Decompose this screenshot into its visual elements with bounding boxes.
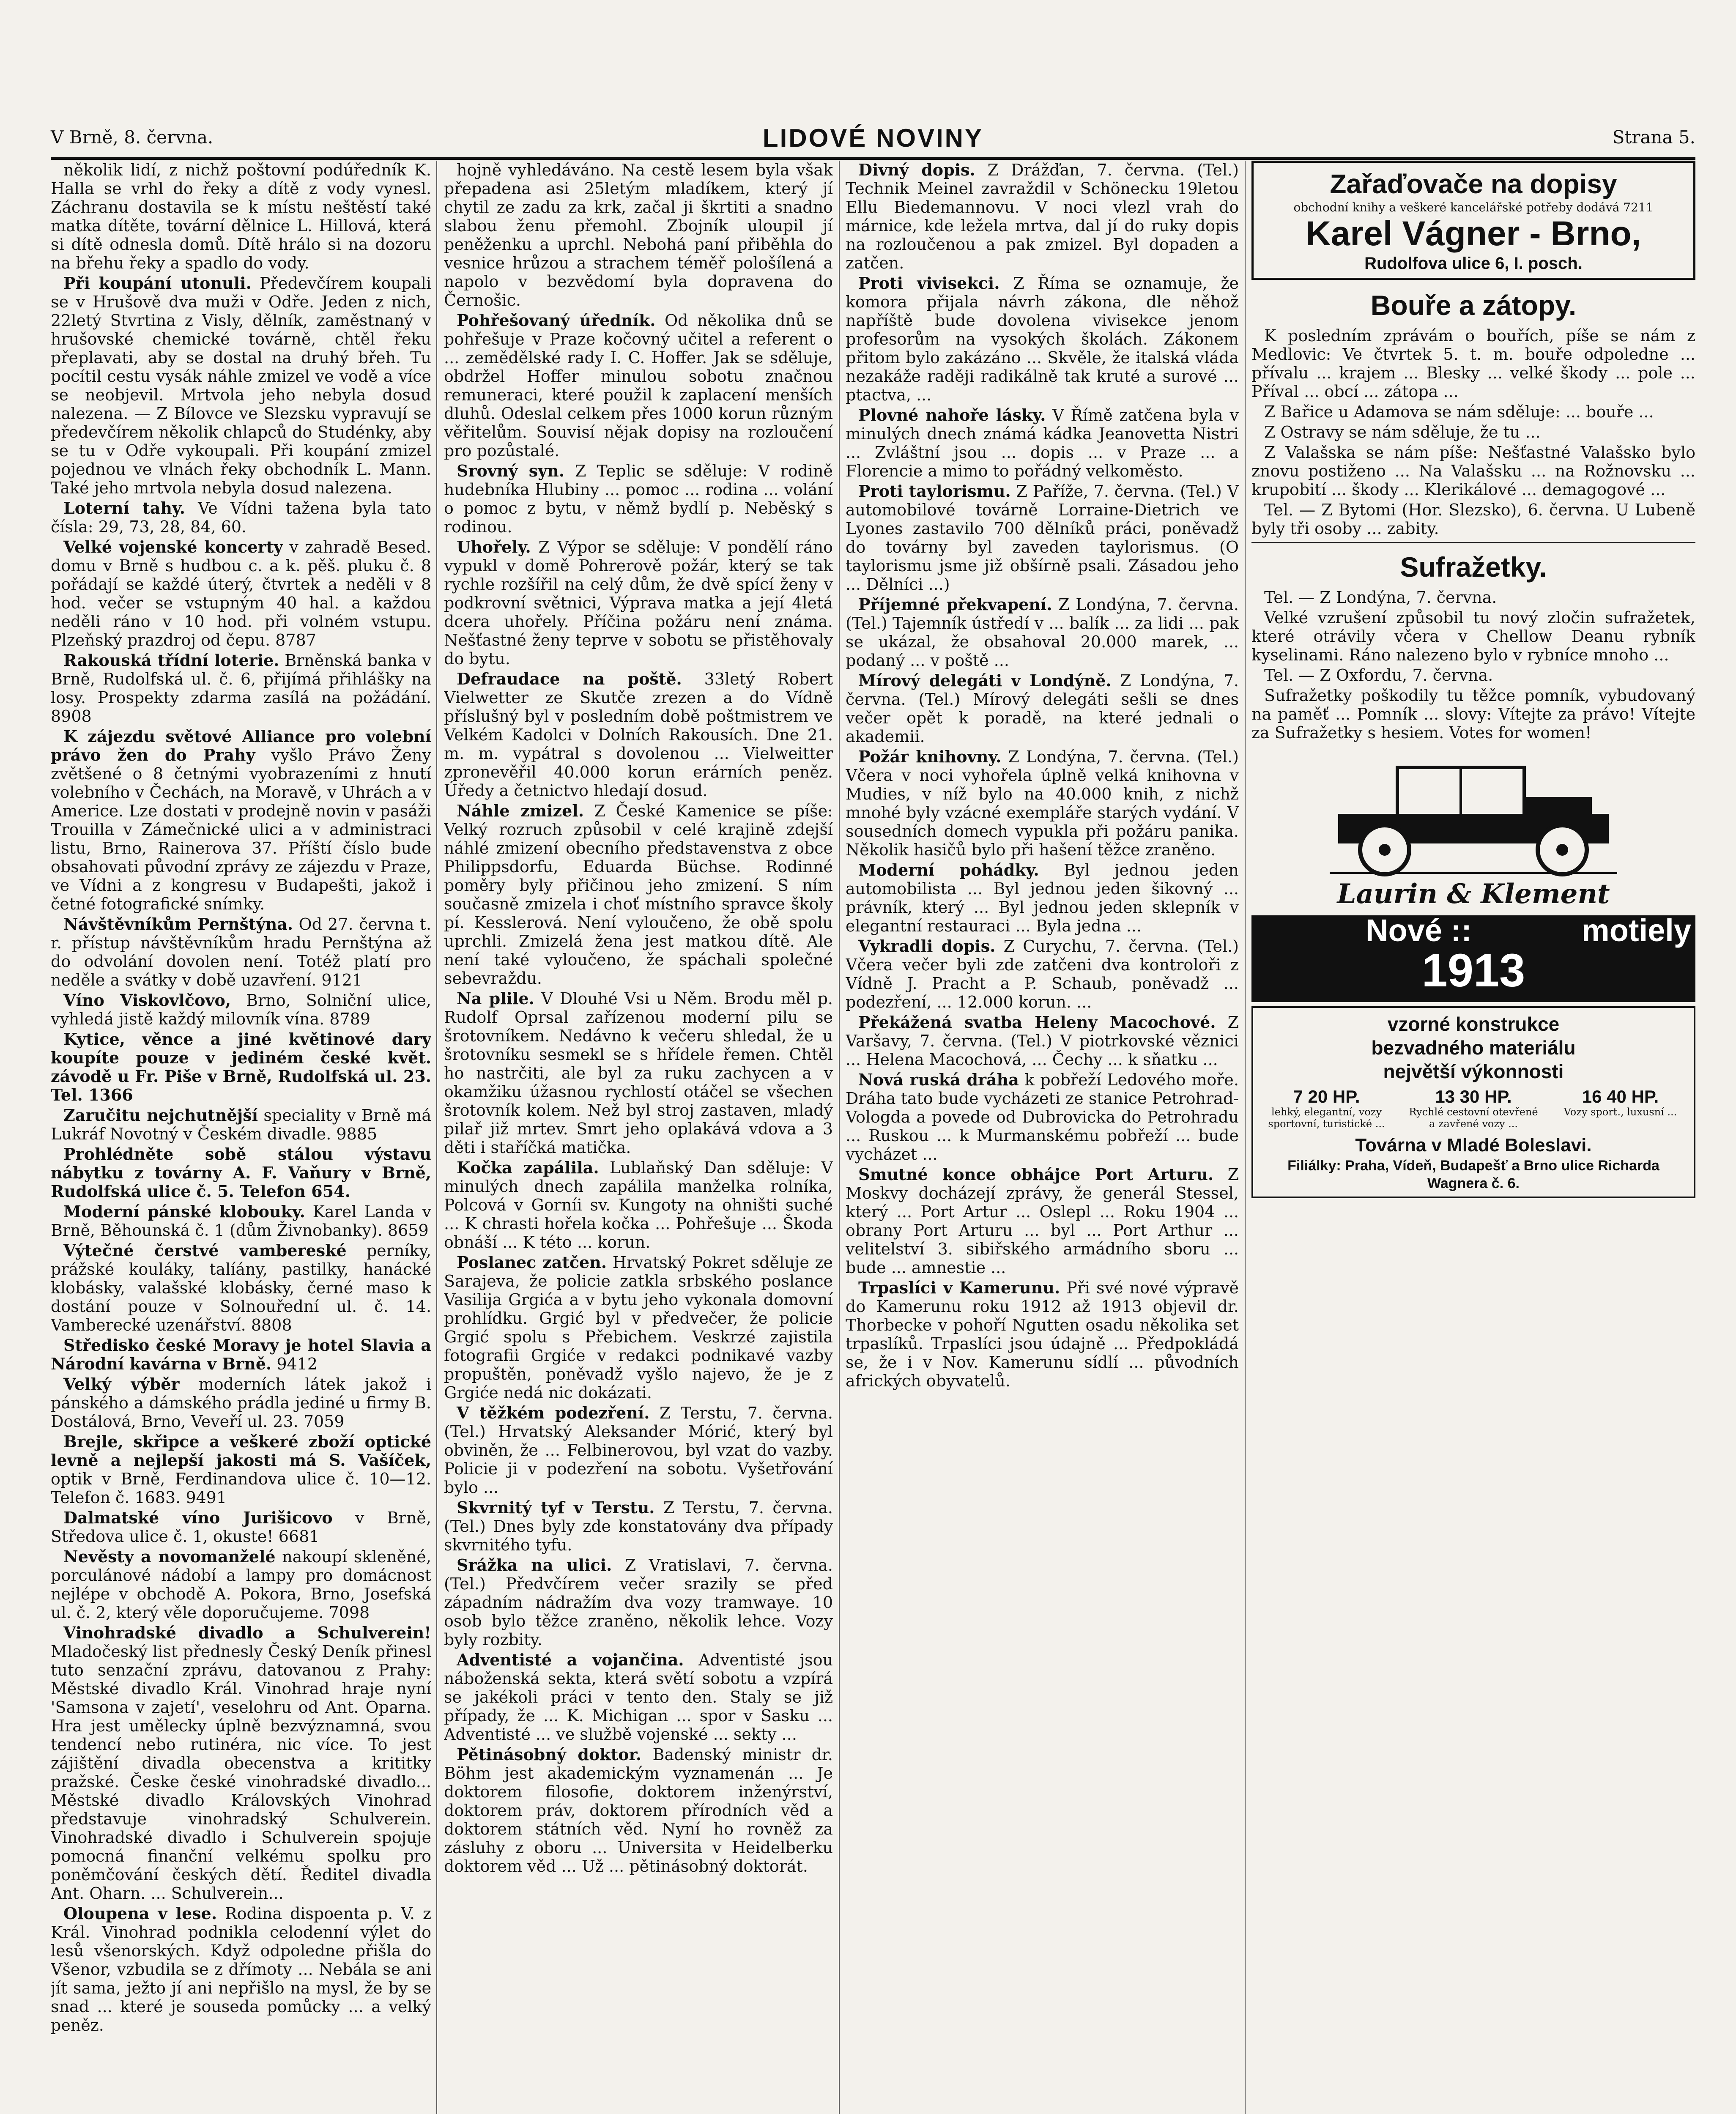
article-text: v Brně, Středova ulice č. 1, okuste! 6681 bbox=[51, 1509, 431, 1546]
article-text: Lublaňský Dan sděluje: V minulých dnech zapálila manželka rolníka, Polcová v Gorníi sv. Kungoty na ohništi suché ... K chrasti hořela kočka ... Pohřešuje ... Škoda obnáší ... K této ... korun. bbox=[444, 1158, 833, 1251]
article-headline: Prohlédněte sobě stálou výstavu nábytku z továrny A. F. Vaňury v Brně, Rudolfská ulice č. 5. Telefon 654. bbox=[51, 1145, 431, 1201]
article bbox=[846, 274, 1239, 404]
article-headline: Dalmatské víno Jurišicovo bbox=[63, 1508, 333, 1527]
page-number: Strana 5. bbox=[1612, 127, 1695, 148]
article bbox=[444, 161, 833, 309]
hp-note: lehký, elegantní, vozy sportovní, turistické ... bbox=[1268, 1106, 1385, 1130]
article-text: Brněnská banka v Brně, Rudolfská ul. č. 6, přijímá přihlášky na losy. Prospekty zdarma zasílá na požádání. 8908 bbox=[51, 651, 431, 726]
ad-merchant-name: Karel Vágner - Brno, bbox=[1306, 214, 1641, 253]
article-text: Z Londýna, 7. června. (Tel.) Mírový delegáti sešli se dnes večer opět k poradě, na které jednali o akademii. bbox=[846, 671, 1239, 746]
article-text: V Dlouhé Vsi u Něm. Brodu měl p. Rudolf Oprsal zařízenou moderní pilu se šrotovníkem. Nedávno k večeru shledal, že u šrotovníku sesmekl se s hřídele řemen. Chtěl ho nastrčiti, ale byl za ruku zachycen a v okamžiku úžasnou rychlostí otáčel se všechen šrotovník kolem. Než byl stroj zastaven, mladý pilař již mrtev. Smrt jeho oplakává vdova a 3 děti i staříčká matička. bbox=[444, 989, 833, 1157]
article bbox=[846, 1071, 1239, 1164]
article bbox=[51, 1547, 431, 1622]
article-headline: Velké vojenské koncerty bbox=[63, 537, 283, 556]
article bbox=[444, 1253, 833, 1402]
article bbox=[444, 989, 833, 1157]
article-text: Hrvatský Pokret sděluje ze Sarajeva, že policie zatkla srbského poslance Vasilija Grgića a v bytu jeho vykonala domovní prohlídku. Grgić byl v předvečer, že policie Grgić spolu s Přebichem. Veskrzé zajistila fotografii Grgiće v redakci podnikavé vazby propuštěn, poněvadž vyšlo najevo, že je z Grgiće nedá nic dokázati. bbox=[444, 1253, 833, 1402]
article-text: Badenský ministr dr. Böhm jest akademickým vyznamenán ... Je doktorem filosofie, doktorem inženýrství, doktorem práv, doktorem přírodních věd a doktorem státních věd. Nyní ho rovněž za zásluhy z oboru ... Universita v Heidelberku doktorem věd ... Už ... pětinásobný doktorát. bbox=[444, 1745, 833, 1876]
article-headline: V těžkém podezření. bbox=[457, 1403, 650, 1422]
article-headline: Uhořely. bbox=[457, 537, 531, 556]
vintage-car-illustration bbox=[1313, 750, 1634, 877]
column-4 bbox=[1251, 161, 1695, 2114]
article bbox=[846, 595, 1239, 670]
suffragettes-headline: Sufražetky. bbox=[1400, 551, 1547, 583]
article bbox=[51, 1030, 431, 1104]
article-text: 9412 bbox=[277, 1355, 318, 1373]
article-headline: Moderní pohádky. bbox=[858, 860, 1039, 879]
article-text: speciality v Brně má Lukráf Novotný v Českém divadle. 9885 bbox=[51, 1106, 431, 1143]
article-headline: Zaručitu nejchutnější bbox=[63, 1106, 258, 1125]
article bbox=[51, 1624, 431, 1903]
article bbox=[444, 311, 833, 460]
car-ad-body bbox=[1251, 1006, 1695, 1198]
article-text: Z Drážďan, 7. června. (Tel.) Technik Meinel zavraždil v Schönecku 19letou Ellu Biedemannovu. V noci vlezl vrah do márnice, kde ležela mrtva, dal jí do ruky dopis na rozloučenou a pak zmizel. Byl dopaden a zatčen. bbox=[846, 161, 1239, 272]
column-3 bbox=[846, 161, 1239, 2114]
article-text: Z Teplic se sděluje: V rodině hudebníka Hlubiny ... pomoc ... rodina ... volání o pomoc z bytu, v němž bydlí p. Neběský s rodinou. bbox=[444, 462, 833, 536]
article-text: Od 27. června t. r. přístup návštěvníkům hradu Pernštýna až do odvolání dovolen není. Totéž platí pro neděle a svátky v době uzavření. 9121 bbox=[51, 915, 431, 989]
article-text: V Římě zatčena byla v minulých dnech známá kádka Jeanovetta Nistri ... Zvláštní jsou ... dopis ... v Praze ... a Florencie a mimo to pořádný velkoměsto. bbox=[846, 406, 1239, 480]
article-text: Z Výpor se sděluje: V pondělí ráno vypukl v domě Pohrerově požár, který se tak rychle rozšířil na celý dům, že dvě spící ženy v podkrovní světnici, Výprava matka a její 4letá dcera uhořely. Příčina požáru není známa. Nešťastné ženy teprve v sobotu se přistěhovaly do bytu. bbox=[444, 538, 833, 668]
hp-model-1 bbox=[1257, 1087, 1396, 1130]
article bbox=[846, 937, 1239, 1011]
article-text: Karel Landa v Brně, Běhounská č. 1 (dům Živnobanky). 8659 bbox=[51, 1202, 431, 1240]
article-text: Z Curychu, 7. června. (Tel.) Včera večer byli zde zatčeni dva kontroloři z Vídně J. Pracht a P. Schaub, poněvadž ... podezření, ... 12.000 korun. ... bbox=[846, 937, 1239, 1011]
article bbox=[444, 462, 833, 536]
article-headline: Při koupání utonuli. bbox=[63, 274, 252, 293]
article-headline: Vinohradské divadlo a Schulverein! bbox=[63, 1623, 431, 1642]
article-headline: Nová ruská dráha bbox=[858, 1070, 1019, 1089]
hp-value: 13 30 HP. bbox=[1435, 1087, 1512, 1106]
article-headline: Náhle zmizel. bbox=[457, 801, 584, 820]
article-headline: Velký výběr bbox=[63, 1375, 180, 1394]
article-headline: Vykradli dopis. bbox=[858, 937, 996, 956]
article bbox=[51, 1509, 431, 1546]
article-text: Z Terstu, 7. června. (Tel.) Hrvatský Aleksander Mórić, který byl obviněn, že ... Felbinerovou, byl vzat do vazby. Policie ji v podezření na sobotu. Vyšetřování bylo ... bbox=[444, 1404, 833, 1497]
article bbox=[51, 1106, 431, 1143]
article bbox=[51, 915, 431, 989]
article bbox=[444, 1404, 833, 1497]
ad-line-construction: vzorné konstrukce bbox=[1387, 1013, 1560, 1035]
article bbox=[51, 1202, 431, 1240]
article-text: Z České Kamenice se píše: Velký rozruch způsobil v celé krajině zdejší náhlé zmizení obecního představenstva z obce Philippsdorfu, Eduarda Büchse. Rodinné poměry byly přičinou jeho zmizení. S ním současně zmizela i choť místního spravce školy pí. Kesslerová. Není vyloučeno, že obě spolu uprchli. Zmizelá žena jest matkou dítě. Ale není také vyloučeno, že spáchali společné sebevraždu. bbox=[444, 802, 833, 988]
article-paragraph: Tel. — Z Oxfordu, 7. června. bbox=[1264, 666, 1493, 685]
article-headline: Defraudace na poště. bbox=[457, 669, 682, 688]
article-text: Z Vratislavi, 7. června. (Tel.) Předvčírem večer srazily se před západním nádražím dva vozy tramwaye. 10 osob bylo těžce zraněno, několik lehce. Vozy byly rozbity. bbox=[444, 1556, 833, 1649]
article bbox=[51, 1432, 431, 1507]
article-text: Předevčírem koupali se v Hrušově dva muži v Odře. Jeden z nich, 22letý Stvrtina z Visly, dělník, zaměstnaný v hrušovské chemické továrně, chtěl řeku přeplavati, aby se dostal na druhý břeh. Tu pocítil cestu vysák náhle zmizel ve vodě a více se neobjevil. Mrtvola jeho nebyla dosud nalezena. — Z Bílovce ve Slezsku vypravují se předevčírem několik chlapců do Studénky, aby se tu v Odře vykoupali. Při koupání zmizel pojednou ve vlnách řeky obchodník L. Mann. Také jeho mrtvola nebyla dosud nalezena. bbox=[51, 274, 431, 497]
article bbox=[846, 861, 1239, 935]
hp-model-3 bbox=[1551, 1087, 1689, 1130]
hp-note: Rychlé cestovní otevřené a zavřené vozy ... bbox=[1409, 1106, 1538, 1130]
factory-location: Továrna v Mladé Boleslavi. bbox=[1355, 1135, 1592, 1156]
ad-title: Zařaďovače na dopisy bbox=[1330, 169, 1617, 199]
article-headline: Proti taylorismu. bbox=[858, 482, 1011, 501]
article-text: Z Londýna, 7. června. (Tel.) Včera v noci vyhořela úplně velká knihovna v Mudies, v níž bylo na 40.000 knih, z nichž mnohé byly vzácné exempláře starých vydání. V sousedních domech vypukla při požáru panika. Několik hasičů bylo při hašení těžce zraněno. bbox=[846, 748, 1239, 859]
article-headline: Srovný syn. bbox=[457, 461, 565, 480]
column-divider bbox=[436, 161, 437, 2114]
article-text: Adventisté jsou náboženská sekta, která světí sobotu a vzpírá se jakékoli práci v tento den. Staly se již případy, že ... K. Michigan ... spor v Sasku ... Adventisté ... ve službě vojenské ... sekty ... bbox=[444, 1651, 833, 1744]
article bbox=[51, 499, 431, 536]
section-rule bbox=[1251, 542, 1695, 543]
branch-offices: Filiálky: Praha, Vídeň, Budapešť a Brno ulice Richarda Wagnera č. 6. bbox=[1287, 1158, 1659, 1191]
brand-logo: Laurin & Klement bbox=[1337, 878, 1610, 910]
article bbox=[51, 1904, 431, 2035]
article-headline: Příjemné překvapení. bbox=[858, 595, 1052, 614]
hp-value: 16 40 HP. bbox=[1582, 1087, 1659, 1106]
article-text: Rodina dispoenta p. V. z Král. Vinohrad podnikla celodenní výlet do lesů všenorských. Když odpoledne přišla do Všenor, vzbudila se z dřímoty ... Nebála se ani jít sama, ježto jí ani nepřišlo na mysl, že by se snad ... které je souseda pomůcky ... a velký peněz. bbox=[51, 1904, 431, 2035]
article-headline: Víno Viskovlčovo, bbox=[63, 991, 231, 1010]
article bbox=[846, 1013, 1239, 1069]
article-text: několik lidí, z nichž poštovní podúředník K. Halla se vrhl do řeky a dítě z vody vynesl. Záchranu dostavila se k místu neštěstí také matka dítěte, tovární dělnice L. Hillová, která si dítě odnesla domů. Dítě hrálo si na dozoru na břehu řeky a spadlo do vody. bbox=[51, 161, 431, 272]
article-headline: Poslanec zatčen. bbox=[457, 1253, 607, 1272]
article-headline: Pětinásobný doktor. bbox=[457, 1745, 642, 1764]
article-headline: Kytice, věnce a jiné květinové dary koupíte pouze v jediném české květ. závodě u Fr. Piše v Brně, Rudolfská ul. 23. Tel. 1366 bbox=[51, 1030, 431, 1104]
article-headline: Nevěsty a novomanželé bbox=[63, 1547, 276, 1566]
masthead-rule bbox=[51, 157, 1695, 160]
article-text: Z Moskvy docházejí zprávy, že generál Stessel, který ... Port Artur ... Oslepl ... Roku 1904 ... obrany Port Arturu ... byl ... Port Arthur ... velitelství 3. sibiřského armádního sboru ... bude ... amnestie ... bbox=[846, 1165, 1239, 1277]
article-headline: Překážená svatba Heleny Macochové. bbox=[858, 1013, 1216, 1032]
article-headline: Skvrnitý tyf v Terstu. bbox=[457, 1498, 655, 1517]
article bbox=[444, 802, 833, 988]
banner-year: 1913 bbox=[1421, 945, 1525, 997]
article-paragraph: K posledním zprávám o bouřích, píše se nám z Medlovic: Ve čtvrtek 5. t. m. bouře odpoledne ... přívalu ... krajem ... Blesky ... velké škody ... pole ... Příval ... obcí ... zátopa ... bbox=[1251, 326, 1695, 401]
article bbox=[444, 1745, 833, 1876]
article-headline: Mírový delegáti v Londýně. bbox=[858, 671, 1112, 690]
ad-address: Rudolfova ulice 6, I. posch. bbox=[1364, 254, 1583, 273]
article-text: Mladočeský list přednesly Český Deník přinesl tuto senzační zprávu, datovanou z Prahy: Městské divadlo Král. Vinohrad hraje nyní 'Samsona v zajetí', veselohru od Ant. Oparna. Hra jest umělecky úplně bezvýznamná, svou tendencí nebo rutinéra, nic více. To jest zájištění divadla obecenstva a krititky pražské. Česke české vinohradské divadlo... Městské divadlo Královských Vinohrad představuje vinohradský Schulverein. Vinohradské divadlo i Schulverein spojuje pomocná finanční velkému spolku pro poněmčování českých dětí. Ředitel divadla Ant. Oharn. ... Schulverein... bbox=[51, 1642, 431, 1903]
article-text: Z Terstu, 7. června. (Tel.) Dnes byly zde konstatovány dva případy skvrnitého tyfu. bbox=[444, 1498, 833, 1554]
article-headline: Adventisté a vojančina. bbox=[457, 1650, 684, 1669]
newspaper-title: LIDOVÉ NOVINY bbox=[762, 124, 984, 152]
article bbox=[51, 1145, 431, 1201]
article-headline: Požár knihovny. bbox=[858, 747, 1002, 766]
article-headline: Loterní tahy. bbox=[63, 498, 185, 518]
article bbox=[444, 538, 833, 668]
article-text: Z Varšavy, 7. června. (Tel.) V piotrkovské věznici ... Helena Macochová, ... Čechy ... k sňatku ... bbox=[846, 1013, 1239, 1069]
article-text: perníky, prážské kouláky, talíány, pastilky, hanácké klobásky, valašské klobásky, černé maso k dostání pouze v Solnouřední ul. č. 14. Vamberecké uzenářství. 8808 bbox=[51, 1241, 431, 1334]
article-text: Ve Vídni tažena byla tato čísla: 29, 73, 28, 84, 60. bbox=[51, 499, 431, 536]
article-text: hojně vyhledáváno. Na cestě lesem byla však přepadena asi 25letým mladíkem, který jí chytil ze zadu za krk, začal ji škrtiti a snadno slabou ženu přemohl. Zbojník uloupil jí peněženku a uprchl. Nebohá paní přiběhla do vesnice hrůzou a strachem téměř pološílená a napolo v bezvědomí byla dopravena do Černošic. bbox=[444, 161, 833, 309]
column-divider bbox=[839, 161, 840, 2114]
article-text: optik v Brně, Ferdinandova ulice č. 10—12. Telefon č. 1683. 9491 bbox=[51, 1470, 431, 1507]
horsepower-row bbox=[1257, 1087, 1689, 1130]
article-headline: Kočka zapálila. bbox=[457, 1158, 599, 1177]
models-banner bbox=[1251, 915, 1695, 1002]
article-paragraph: Z Bařice u Adamova se nám sděluje: ... bouře ... bbox=[1264, 403, 1654, 421]
ad-subtitle: obchodní knihy a veškeré kancelářské potřeby dodává 7211 bbox=[1293, 200, 1654, 214]
masthead bbox=[51, 124, 1695, 152]
masthead-date: V Brně, 8. června. bbox=[51, 127, 214, 148]
article bbox=[444, 1158, 833, 1251]
article-headline: Návštěvníkům Pernštýna. bbox=[63, 915, 293, 934]
article-headline: Na plile. bbox=[457, 989, 534, 1008]
banner-models: motiely bbox=[1581, 913, 1691, 948]
article-paragraph: Sufražetky poškodily tu těžce pomník, vybudovaný na paměť ... Pomník ... slovy: Vítejte za právo! Vítejte za Sufražetky s hesiem. Votes for women! bbox=[1251, 686, 1695, 742]
article bbox=[51, 727, 431, 913]
article-headline: Srážka na ulici. bbox=[457, 1555, 612, 1575]
article-text: Brno, Solniční ulice, vyhledá jistě každý milovník vína. 8789 bbox=[51, 991, 431, 1028]
article-text: Z Paříže, 7. června. (Tel.) V automobilové továrně Lorraine-Dietrich ve Lyones zastavilo 700 dělníků práci, poněvadž do továrny byl zaveden taylorismus. (O taylorismu jsme již obšírně psali. Zásadou jeho ... Dělníci ...) bbox=[846, 482, 1239, 594]
article-headline: Moderní pánské klobouky. bbox=[63, 1202, 305, 1221]
article-paragraph: Z Valašska se nám píše: Nešťastné Valašsko bylo znovu postiženo ... Na Valašsku ... na Rožnovsku ... krupobití ... škody ... Klerikálové ... demagogové ... bbox=[1251, 443, 1695, 499]
column-1 bbox=[51, 161, 431, 2114]
article-headline: Oloupena v lese. bbox=[63, 1904, 217, 1923]
article bbox=[444, 1556, 833, 1649]
article bbox=[846, 1165, 1239, 1277]
article-headline: Výtečné čerstvé vambereské bbox=[63, 1241, 347, 1260]
article-text: Byl jednou jeden automobilista ... Byl jednou jeden šikovný ... právník, který ... Byl jednou jeden sklepník v elegantní restauraci ... Byla jedna ... bbox=[846, 861, 1239, 935]
article bbox=[444, 1651, 833, 1744]
article bbox=[51, 161, 431, 272]
car-advertisement bbox=[1251, 750, 1695, 1198]
article-text: k pobřeží Ledového moře. Dráha tato bude vycházeti ze stanice Petrohrad-Vologda a povede od Dubrovicka do Petrohradu ... Ruskou ... k Murmanskému pobřeží ... bude vycházet ... bbox=[846, 1071, 1239, 1164]
column-2 bbox=[444, 161, 833, 2114]
ad-line-material: bezvadného materiálu bbox=[1371, 1037, 1576, 1059]
article-text: moderních látek jakož i pánského a dámského prádla jediné u firmy B. Dostálová, Brno, Veveří ul. 23. 7059 bbox=[51, 1375, 431, 1431]
article-text: Od několika dnů se pohřešuje v Praze kočovný učitel a referent o ... zemědělské rady I. C. Hoffer. Jak se sděluje, obdržel Hoffer minulou sobotu značnou remuneraci, které použil k zaplacení menších dluhů. Odeslal celkem přes 1000 korun různým věřitelům. Souvisí nějak dopisy na rozloučení pro pozůstalé. bbox=[444, 311, 833, 460]
article bbox=[51, 651, 431, 726]
article-headline: Rakouská třídní loterie. bbox=[63, 651, 279, 670]
article-headline: Středisko české Moravy je hotel Slavia a Národní kavárna v Brně. bbox=[51, 1336, 431, 1373]
storm-headline: Bouře a zátopy. bbox=[1370, 290, 1577, 321]
hp-value: 7 20 HP. bbox=[1293, 1087, 1360, 1106]
ad-line-performance: největší výkonnosti bbox=[1383, 1060, 1564, 1082]
article bbox=[846, 482, 1239, 594]
article-text: 33letý Robert Vielwetter ze Skutče zrezen a do Vídně příslušný byl v posledním době poštmistrem ve Velkém Kadolci v Dolních Rakousích. Dne 21. m. m. vypátral s dovolenou ... Vielweitter zpronevěřil 40.000 korun erárních peněz. Úředy a četnictvo hledají dosud. bbox=[444, 670, 833, 800]
article-headline: Plovné nahoře lásky. bbox=[858, 405, 1046, 424]
article bbox=[51, 1375, 431, 1431]
article bbox=[51, 274, 431, 497]
article bbox=[51, 991, 431, 1028]
hp-model-2 bbox=[1404, 1087, 1542, 1130]
article bbox=[51, 1241, 431, 1334]
article-text: Z Říma se oznamuje, že komora přijala návrh zákona, dle něhož napříště bude dovolena vivisekce jenom profesorům na vysokých školách. Zákonem přitom bylo zakázáno ... Skvěle, že italská vláda nezakáže raději radikálně tak kruté a surové ... ptactva, ... bbox=[846, 274, 1239, 404]
article-paragraph: Tel. — Z Bytomi (Hor. Slezsko), 6. června. U Lubeně byly tři osoby ... zabity. bbox=[1251, 501, 1695, 538]
article-headline: Brejle, skřipce a veškeré zboží optické levně a nejlepší jakosti má S. Vašíček, bbox=[51, 1432, 431, 1470]
article bbox=[846, 1279, 1239, 1390]
article-paragraph: Z Ostravy se nám sděluje, že tu ... bbox=[1264, 423, 1541, 441]
article-headline: K zájezdu světové Alliance pro volební právo žen do Prahy bbox=[51, 727, 431, 764]
article-text: v zahradě Besed. domu v Brně s hudbou c. a k. pěš. pluku č. 8 pořádají se každé úterý, čtvrtek a neděli v 8 hod. večer se vstupným 40 hal. a každou neděli ráno v 10 hod. při volném vstupu. Plzeňský prazdroj od čepu. 8787 bbox=[51, 538, 431, 649]
article bbox=[846, 161, 1239, 272]
hp-note: Vozy sport., luxusní ... bbox=[1563, 1106, 1677, 1118]
article-headline: Smutné konce obhájce Port Arturu. bbox=[858, 1165, 1214, 1184]
article-text: Při své nové výpravě do Kamerunu roku 1912 až 1913 objevil dr. Thorbecke v pohoří Ngutten osadu několika set trpaslíků. Trpaslíci jsou údajně ... Předpokládá se, že i v Nov. Kamerunu sídlí ... původních afrických obyvatelů. bbox=[846, 1279, 1239, 1390]
article bbox=[846, 748, 1239, 859]
article-paragraph: Tel. — Z Londýna, 7. června. bbox=[1264, 588, 1497, 607]
article-headline: Divný dopis. bbox=[858, 161, 975, 179]
article-text: Z Londýna, 7. června. (Tel.) Tajemník ústředí v ... balík ... za lidi ... pak se ukázal, že obsahoval 20.000 marek, ... podaný ... v poště ... bbox=[846, 595, 1239, 670]
article bbox=[51, 538, 431, 649]
article-headline: Proti vivisekci. bbox=[858, 274, 1000, 293]
article bbox=[846, 406, 1239, 480]
article-headline: Pohřešovaný úředník. bbox=[457, 311, 656, 330]
article bbox=[444, 1498, 833, 1554]
article bbox=[51, 1336, 431, 1373]
article-text: vyšlo Právo Ženy zvětšené o 8 četnými vyobrazeními z hnutí volebního v Čechách, na Moravě, v Uhrách a v Americe. Lze dostati v prodejně novin v pasáži Trouilla v Zámečnické ulici a v administraci listu, Brno, Rainerova 37. Příští číslo bude obsahovati původní zprávy ze zájezdu v Praze, ve Vídni a z kongresu v Budapešti, jakož i četné fotografické snímky. bbox=[51, 746, 431, 913]
article bbox=[444, 670, 833, 800]
article-text: nakoupí skleněné, porculánové nádobí a lampy pro domácnost nejlépe v obchodě A. Pokora, Brno, Josefská ul. č. 2, který věle doporučujeme. 7098 bbox=[51, 1547, 431, 1622]
column-divider bbox=[1245, 161, 1246, 2114]
stationery-advertisement bbox=[1251, 161, 1695, 280]
article bbox=[846, 671, 1239, 746]
article-paragraph: Velké vzrušení způsobil tu nový zločin sufražetek, které otrávily včera v Chellow Deanu rybník kyselinami. Ráno nalezeno bylo v rybníce mnoho ... bbox=[1251, 608, 1695, 664]
article-headline: Trpaslíci v Kamerunu. bbox=[858, 1278, 1060, 1297]
banner-new: Nové :: bbox=[1366, 913, 1472, 948]
